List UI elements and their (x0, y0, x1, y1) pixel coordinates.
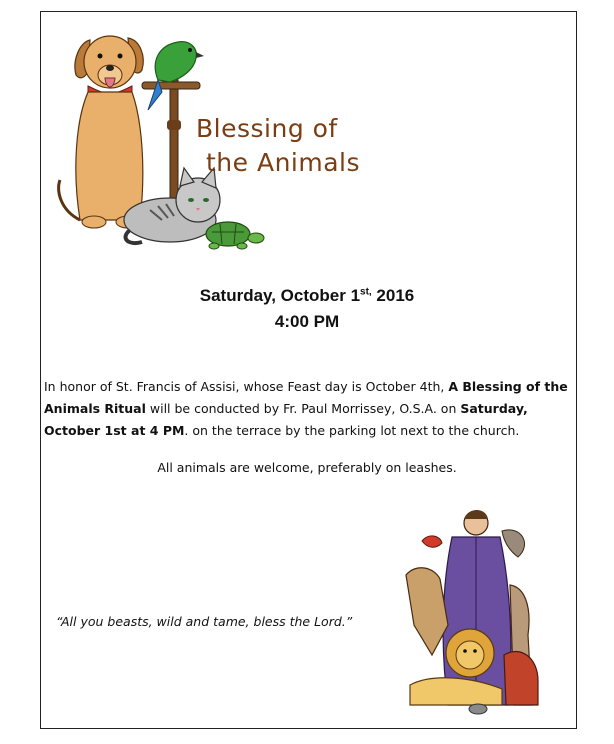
date-suffix: st, (360, 286, 372, 298)
title-line-2: the Animals (206, 148, 361, 177)
dog-icon (59, 36, 144, 228)
mouse-icon (469, 704, 487, 714)
flyer-title (196, 112, 360, 180)
description-part: will be conducted by Fr. Paul Morrissey, O.S.A. on (145, 401, 461, 416)
date-year: 2016 (371, 286, 415, 305)
description-part: . on the terrace by the parking lot next to the church. (184, 423, 520, 438)
turtle-icon (206, 222, 264, 249)
bird-icon (422, 536, 442, 547)
title-line-1: Blessing of (196, 114, 338, 143)
saint-francis-clipart (392, 505, 552, 720)
deer-icon (406, 568, 448, 655)
event-time: 4:00 PM (274, 312, 340, 331)
scripture-quote: “All you beasts, wild and tame, bless the Lord.” (56, 614, 353, 629)
description-part: In honor of St. Francis of Assisi, whose Feast day is October 4th, (44, 379, 449, 394)
ritual-datetime: Saturday, October 1st at 4 PM (44, 401, 528, 438)
squirrel-icon (502, 530, 525, 557)
event-description (44, 376, 578, 442)
date-text: Saturday, October 1 (199, 286, 361, 305)
ritual-name: A Blessing of the Animals Ritual (44, 379, 568, 416)
welcome-note: All animals are welcome, preferably on leashes. (157, 460, 457, 475)
event-date (0, 284, 614, 308)
fox-icon (504, 651, 538, 705)
